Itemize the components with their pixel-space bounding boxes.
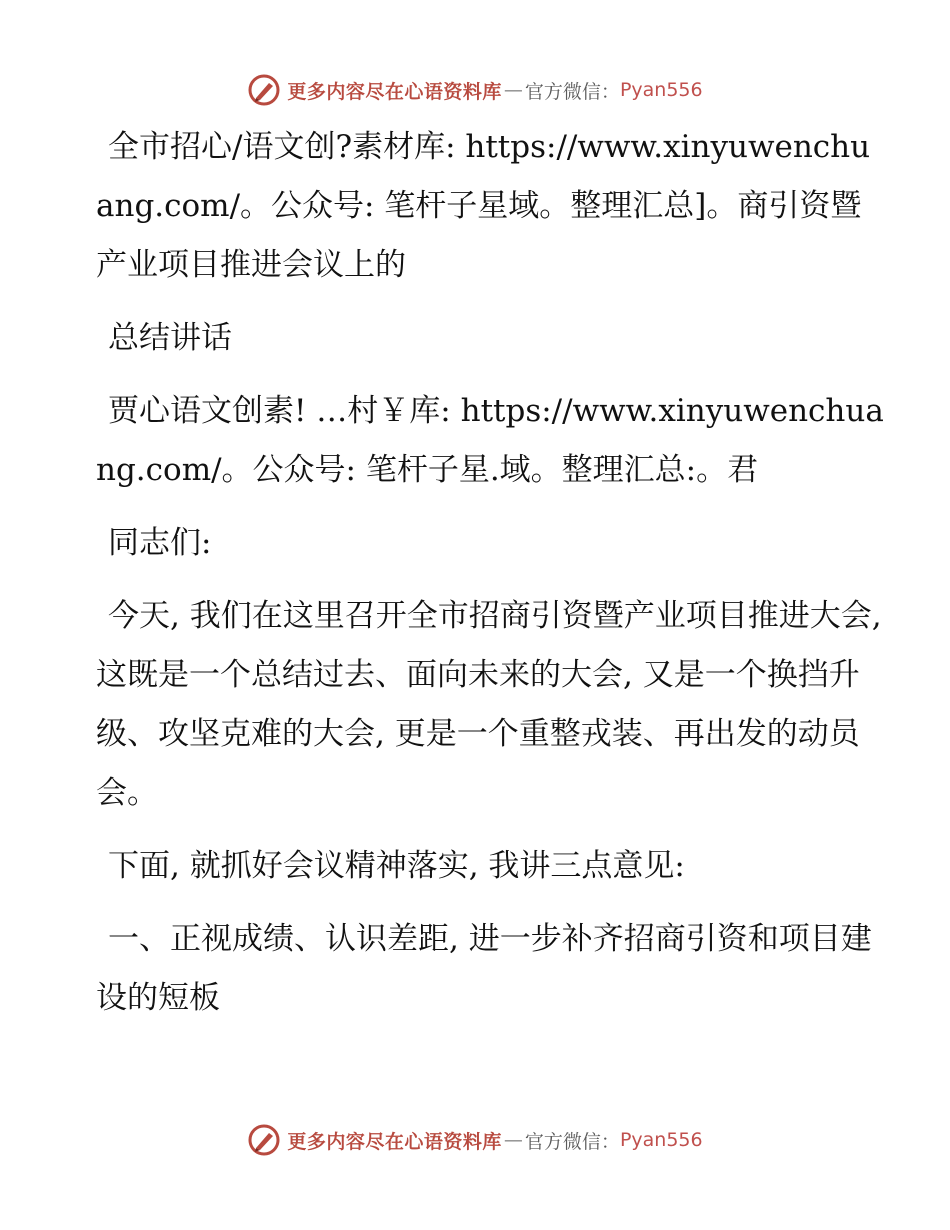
header-banner-label: 官方微信： xyxy=(524,80,620,103)
pen-circle-icon xyxy=(247,1123,281,1157)
footer-banner-label: 官方微信： xyxy=(524,1130,620,1153)
footer-banner-separator: — xyxy=(503,1129,523,1151)
header-banner-handle: Pyan556 xyxy=(619,79,703,101)
pen-circle-icon xyxy=(247,73,281,107)
header-banner-main: 更多内容尽在心语资料库 xyxy=(287,80,502,103)
paragraph-subtitle: 总结讲话 xyxy=(108,320,232,356)
paragraph-salutation: 同志们: xyxy=(108,525,212,561)
footer-banner xyxy=(0,1120,950,1160)
paragraph-section-heading: 一、正视成绩、认识差距, 进一步补齐招商引资和项目建设的短板 xyxy=(96,921,872,1016)
paragraph-source-note: 贾心语文创素! …村￥库: https://www.xinyuwenchuang.com/。公众号: 笔杆子星.域。整理汇总:。君 xyxy=(96,393,884,488)
paragraph-transition: 下面, 就抓好会议精神落实, 我讲三点意见: xyxy=(108,848,685,884)
paragraph-title-line: 全市招心/语文创?素材库: https://www.xinyuwenchuang.com/。公众号: 笔杆子星域。整理汇总]。商引资暨产业项目推进会议上的 xyxy=(96,129,871,283)
document-body xyxy=(96,118,886,1042)
footer-banner-main: 更多内容尽在心语资料库 xyxy=(287,1130,502,1153)
header-banner-separator: — xyxy=(503,79,523,101)
header-banner xyxy=(0,70,950,110)
footer-banner-handle: Pyan556 xyxy=(619,1129,703,1151)
paragraph-opening: 今天, 我们在这里召开全市招商引资暨产业项目推进大会, 这既是一个总结过去、面向未来的大会, 又是一个换挡升级、攻坚克难的大会, 更是一个重整戎装、再出发的动员会。 xyxy=(96,598,882,811)
